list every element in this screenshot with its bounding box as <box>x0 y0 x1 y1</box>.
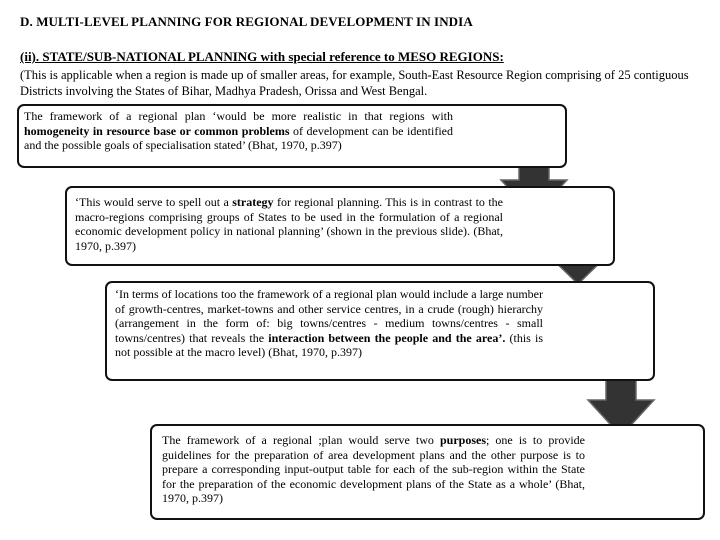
box-text: The framework of a regional ;plan would serve two <box>162 433 440 447</box>
box-text: (this is not possible at the macro level) (Bhat, 1970, p.397) <box>115 330 543 359</box>
box-text: of development can be identified and the possible goals of specialisation stated’ (Bhat, 1970, p.397) <box>24 123 453 152</box>
flow-box-4 <box>150 424 705 520</box>
box-text: ; one is to provide guidelines for the preparation of area development plans and the other purpose is to prepare a corresponding input-output table for each of the sub-region within the State for the preparation of the economic development plans of the State as a whole’ (Bhat, 1970, p.397) <box>162 433 586 505</box>
box-emphasis: homogeneity in resource base or common problems <box>24 123 290 138</box>
flow-box-3 <box>105 281 655 381</box>
box-text: for regional planning. This is in contrast to the macro-regions comprising groups of States to be used in the formulation of a regional economic development policy in national planning’ (shown in the previous slide). (Bhat, 1970, p.397) <box>75 195 503 253</box>
applicability-note: (This is applicable when a region is made up of smaller areas, for example, South-East Resource Region comprising of 25 contiguous Districts involving the States of Bihar, Madhya Pradesh, Orissa and West Bengal. <box>20 68 689 98</box>
box-text: ‘In terms of locations too the framework of a regional plan would include a large number of growth-centres, market-towns and other service centres, in a crude (rough) hierarchy (arrangement in the form of: big towns/centres - medium towns/centres - small towns/centres) that reveals the <box>115 287 543 345</box>
flow-box-1 <box>17 104 567 168</box>
page-title: D. MULTI-LEVEL PLANNING FOR REGIONAL DEVELOPMENT IN INDIA <box>20 14 473 29</box>
box-text: ‘This would serve to spell out a <box>75 195 233 209</box>
box-emphasis: strategy <box>232 195 274 209</box>
section-subheading: (ii). STATE/SUB-NATIONAL PLANNING with special reference to MESO REGIONS: <box>20 49 504 64</box>
box-emphasis: purposes <box>440 433 487 447</box>
box-text: The framework of a regional plan ‘would be more realistic in that regions with <box>24 109 453 123</box>
box-emphasis: interaction between the people and the area’. <box>268 330 506 345</box>
flow-box-2 <box>65 186 615 266</box>
